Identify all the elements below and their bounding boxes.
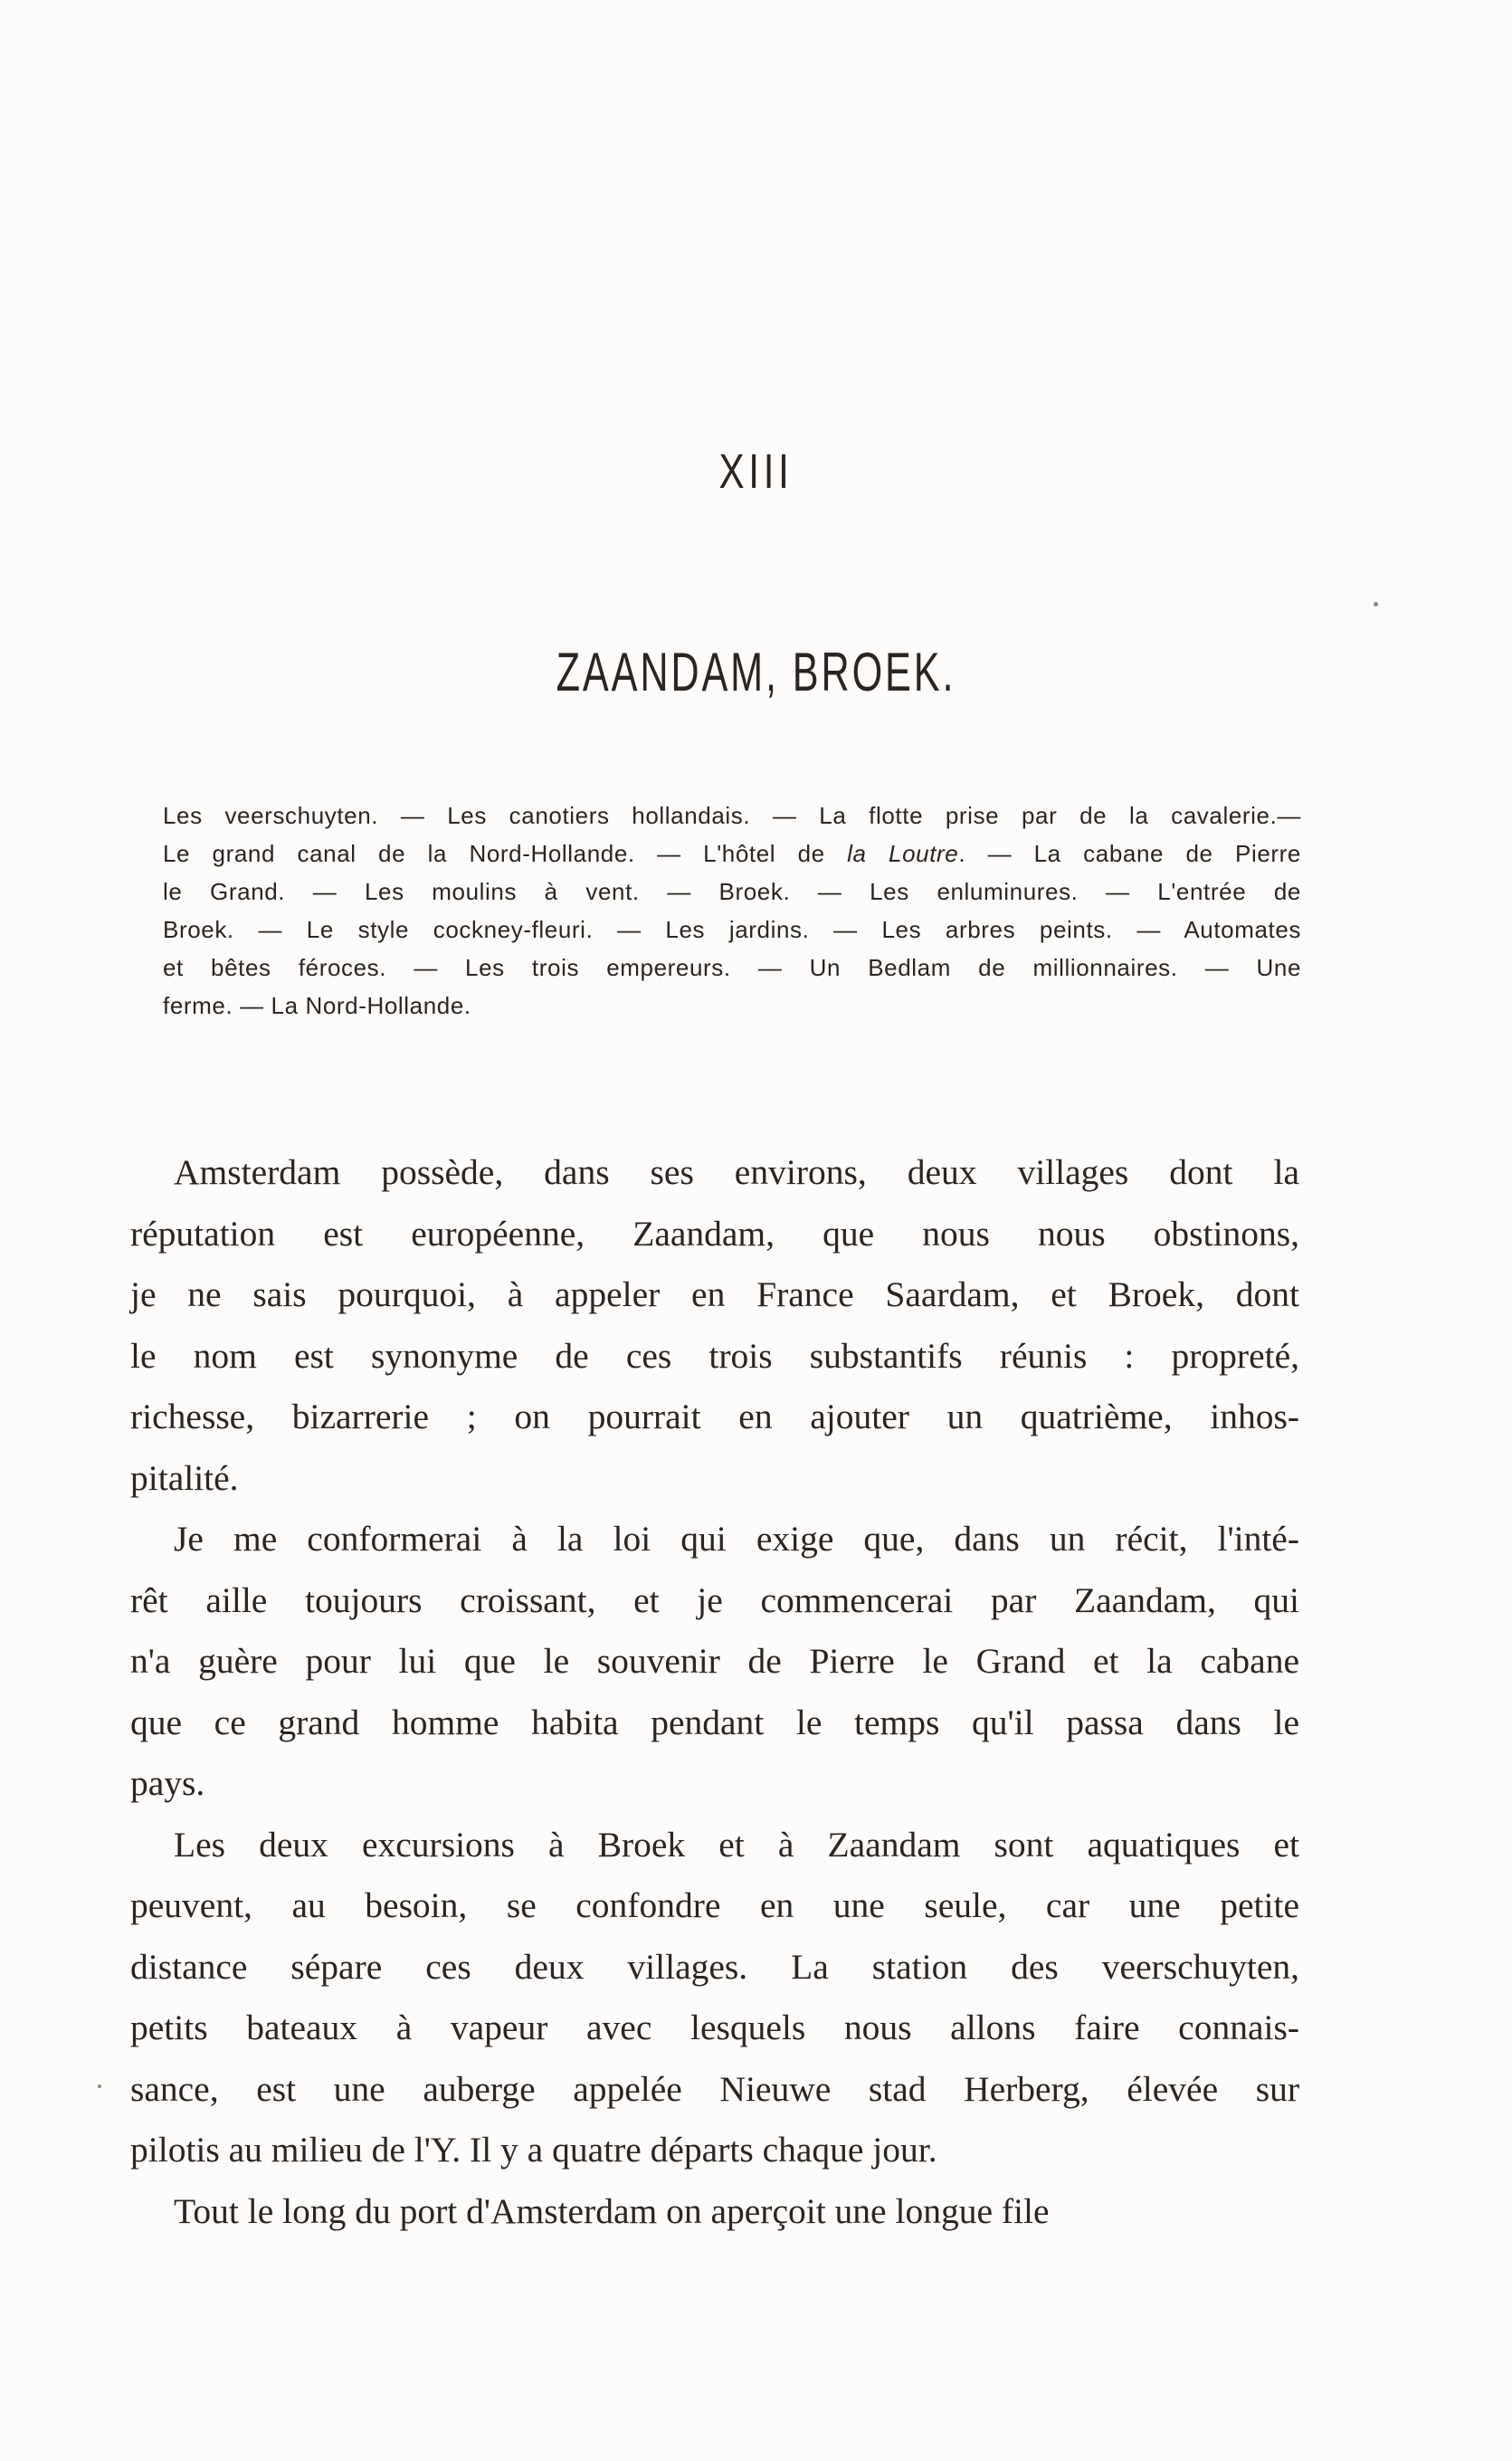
summary-line <box>163 835 1301 873</box>
summary-line: Les veerschuyten. — Les canotiers hollandais. — La flotte prise par de la cavalerie.— <box>163 802 1301 829</box>
paragraph-line: n'a guère pour lui que le souvenir de Pierre le Grand et la cabane <box>130 1641 1299 1681</box>
paragraph-line: pitalité. <box>130 1457 239 1498</box>
chapter-summary <box>163 796 1301 1025</box>
summary-line-part: Le grand canal de la Nord-Hollande. — L'hôtel de <box>163 840 848 867</box>
summary-line: ferme. — La Nord-Hollande. <box>163 992 471 1019</box>
summary-line: Broek. — Le style cockney-fleuri. — Les jardins. — Les arbres peints. — Automates <box>163 916 1301 943</box>
chapter-title: ZAANDAM, BROEK. <box>556 642 956 702</box>
paper-speck <box>98 2084 101 2088</box>
paragraph-line: pilotis au milieu de l'Y. Il y a quatre départs chaque jour. <box>130 2130 937 2170</box>
chapter-number: XIII <box>718 444 794 499</box>
summary-line: et bêtes féroces. — Les trois empereurs. — Un Bedlam de millionnaires. — Une <box>163 954 1301 981</box>
summary-line: le Grand. — Les moulins à vent. — Broek. — Les enluminures. — L'entrée de <box>163 878 1301 905</box>
paragraph-line: peuvent, au besoin, se confondre en une seule, car une petite <box>130 1885 1299 1925</box>
paragraph-line: pays. <box>130 1763 205 1803</box>
paragraph-line: rêt aille toujours croissant, et je commencerai par Zaandam, qui <box>130 1579 1299 1620</box>
summary-line-part: . — La cabane de Pierre <box>958 840 1301 867</box>
paragraph-line: le nom est synonyme de ces trois substantifs réunis : propreté, <box>130 1335 1299 1376</box>
paper-speck <box>1374 602 1378 606</box>
paragraph-line: Amsterdam possède, dans ses environs, deux villages dont la <box>174 1152 1299 1192</box>
summary-italic-name: la Loutre <box>847 840 959 867</box>
paragraph-line: distance sépare ces deux villages. La station des veerschuyten, <box>130 1946 1299 1987</box>
paragraph-line: je ne sais pourquoi, à appeler en France Saardam, et Broek, dont <box>130 1274 1299 1314</box>
paragraph-line: Je me conformerai à la loi qui exige que, dans un récit, l'inté- <box>174 1519 1299 1559</box>
paragraph-line: Les deux excursions à Broek et à Zaandam sont aquatiques et <box>174 1824 1299 1865</box>
paragraph-line: sance, est une auberge appelée Nieuwe stad Herberg, élevée sur <box>130 2068 1299 2109</box>
paragraph-line: que ce grand homme habita pendant le temps qu'il passa dans le <box>130 1702 1299 1742</box>
paragraph-line: réputation est européenne, Zaandam, que nous nous obstinons, <box>130 1213 1299 1254</box>
paragraph-line: richesse, bizarrerie ; on pourrait en ajouter un quatrième, inhos- <box>130 1397 1299 1436</box>
paragraph-line: petits bateaux à vapeur avec lesquels nous allons faire connais- <box>130 2008 1299 2047</box>
body-text <box>130 1142 1299 2242</box>
paragraph-line: Tout le long du port d'Amsterdam on aperçoit une longue file <box>174 2190 1050 2231</box>
